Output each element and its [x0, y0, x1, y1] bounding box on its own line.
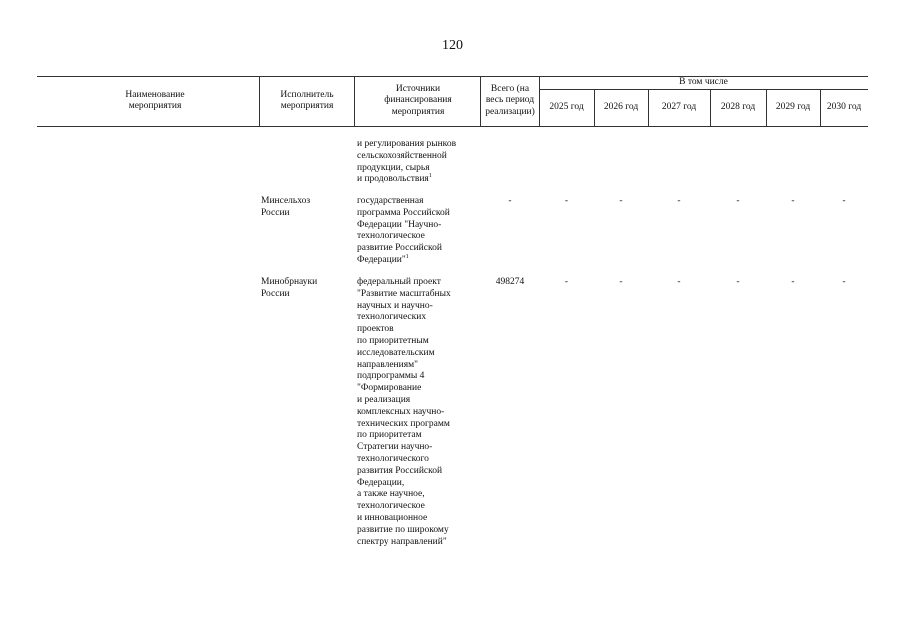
- table-row-3-y2026: -: [619, 277, 623, 287]
- header-year-2027: 2027 год: [661, 101, 697, 112]
- header-name: Наименование мероприятия: [125, 89, 185, 111]
- header-total: Всего (на весь период реализации): [485, 83, 535, 117]
- table-header-bottom-rule: [37, 126, 868, 127]
- table-row-2-y2028: -: [736, 196, 740, 206]
- table-row-2-y2027: -: [677, 196, 681, 206]
- footnote-mark: 1: [405, 253, 409, 260]
- header-year-2029: 2029 год: [775, 101, 811, 112]
- source-text: и регулирования рынков сельскохозяйственной продукции, сырья и продовольствия: [357, 139, 457, 185]
- footnote-mark: 1: [428, 173, 432, 180]
- col-sep-1: [259, 76, 260, 126]
- table-row-3-y2030: -: [842, 277, 846, 287]
- table-row-3-source: федеральный проект "Развитие масштабных научных и научно- технологических проектов по приоритетным исследовательским направлениям" подпрограммы 4 "Формирование и реализация комплексных научно- технических программ по приоритетам Стратегии научно- технологического развития Российской Федерации, а также научное, технологическое и инновационное развитие по широкому спектру направлений": [357, 277, 451, 547]
- table-row-2-y2029: -: [791, 196, 795, 206]
- header-executor: Исполнитель мероприятия: [280, 89, 334, 111]
- table-row-3-y2029: -: [791, 277, 795, 287]
- table-row-3-y2028: -: [736, 277, 740, 287]
- col-sep-2: [354, 76, 355, 126]
- table-row-3-total: 498274: [495, 277, 525, 287]
- page-number: 120: [442, 38, 463, 53]
- header-year-2030: 2030 год: [826, 101, 862, 112]
- header-year-2025: 2025 год: [549, 101, 584, 112]
- table-row-3-executor: Минобрнауки России: [261, 277, 318, 299]
- table-row-2-executor: Минсельхоз России: [261, 196, 311, 218]
- header-including: В том числе: [679, 76, 728, 87]
- table-row-1-source: [357, 139, 477, 186]
- table-row-3-y2025: -: [564, 277, 569, 287]
- header-sources: Источники финансирования мероприятия: [384, 83, 452, 117]
- col-sep-3: [480, 76, 481, 126]
- table-row-2-y2026: -: [619, 196, 623, 206]
- table-row-3-y2027: -: [677, 277, 681, 287]
- table-row-2-y2030: -: [842, 196, 846, 206]
- table-row-2-source: [357, 196, 477, 267]
- source-text: государственная программа Российской Федерации "Научно- технологическое развитие Российской Федерации": [357, 196, 450, 265]
- header-year-2026: 2026 год: [603, 101, 639, 112]
- header-year-2028: 2028 год: [720, 101, 756, 112]
- table-row-2-total: -: [508, 196, 512, 206]
- table-row-2-y2025: -: [564, 196, 569, 206]
